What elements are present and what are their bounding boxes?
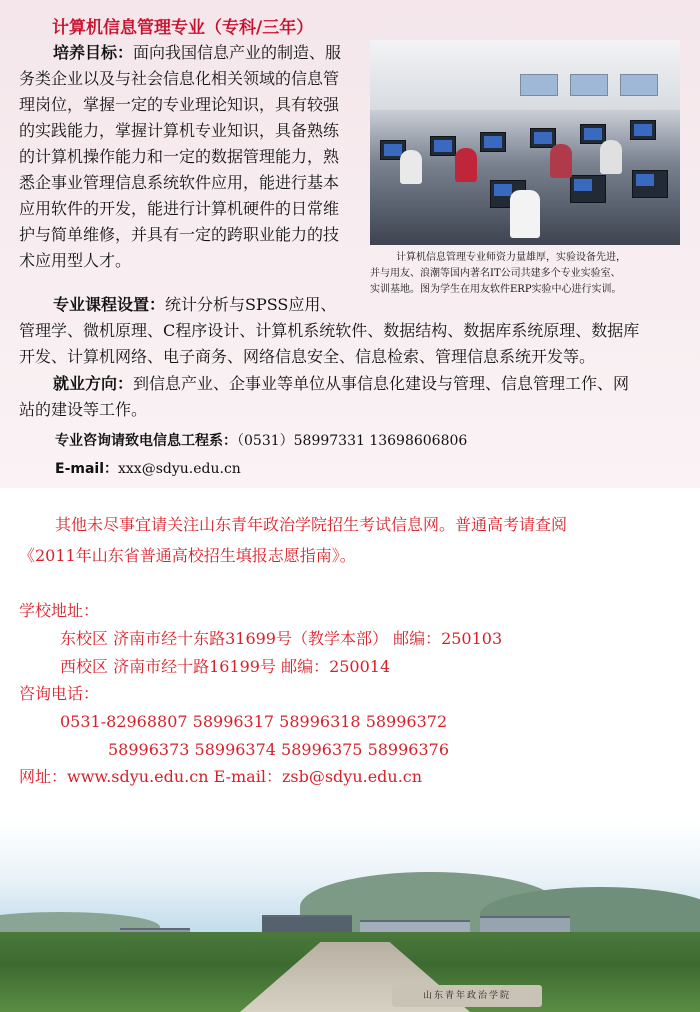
consult-line <box>55 430 467 450</box>
email-value[interactable]: xxx@sdyu.edu.cn <box>118 461 241 477</box>
courses-line-3: 开发、计算机网络、电子商务、网络信息安全、信息检索、管理信息系统开发等。 <box>19 347 596 366</box>
courses-paragraph <box>19 292 687 370</box>
notice-line-2: 《2011年山东省普通高校招生填报志愿指南》。 <box>19 546 356 565</box>
career-paragraph <box>19 371 687 423</box>
website-email-line[interactable]: 网址：www.sdyu.edu.cn E-mail：zsb@sdyu.edu.cn <box>19 767 423 786</box>
goal-line-5: 的计算机操作能力和一定的数据管理能力，熟 <box>19 147 340 166</box>
goal-line-1: 面向我国信息产业的制造、服 <box>133 43 342 62</box>
caption-line-2: 并与用友、浪潮等国内著名IT公司共建多个专业实验室、 <box>370 268 621 279</box>
east-campus-address: 东校区 济南市经十东路31699号（教学本部） 邮编：250103 <box>60 629 503 648</box>
photo-caption <box>370 250 688 298</box>
notice-line-1: 其他未尽事宜请关注山东青年政治学院招生考试信息网。普通高考请查阅 <box>55 515 568 534</box>
major-section <box>0 0 700 488</box>
campus-name-stone: 山东青年政治学院 <box>392 985 542 1007</box>
phone-label: 咨询电话： <box>19 684 100 703</box>
goal-line-3: 理岗位，掌握一定的专业理论知识，具有较强 <box>19 95 340 114</box>
computer-lab-photo <box>370 40 680 245</box>
training-goal-label: 培养目标： <box>53 43 134 62</box>
career-line-1: 到信息产业、企事业等单位从事信息化建设与管理、信息管理工作、网 <box>133 374 630 393</box>
career-line-2: 站的建设等工作。 <box>19 400 148 419</box>
caption-line-3: 实训基地。图为学生在用友软件ERP实验中心进行实训。 <box>370 284 622 295</box>
career-label: 就业方向： <box>53 374 134 393</box>
email-line <box>55 458 241 478</box>
west-campus-address: 西校区 济南市经十路16199号 邮编：250014 <box>60 657 391 676</box>
goal-line-7: 应用软件的开发，能进行计算机硬件的日常维 <box>19 199 340 218</box>
email-label: E-mail： <box>55 461 119 477</box>
consult-label: 专业咨询请致电信息工程系： <box>55 433 237 449</box>
major-title: 计算机信息管理专业（专科/三年） <box>52 18 314 38</box>
courses-label: 专业课程设置： <box>53 295 166 314</box>
phones-line-2: 58996373 58996374 58996375 58996376 <box>108 740 450 759</box>
goal-line-2: 务类企业以及与社会信息化相关领域的信息管 <box>19 69 340 88</box>
goal-line-6: 悉企事业管理信息系统软件应用，能进行基本 <box>19 173 340 192</box>
goal-line-4: 的实践能力，掌握计算机专业知识，具备熟练 <box>19 121 340 140</box>
training-goal-paragraph <box>19 40 359 274</box>
consult-phones: （0531）58997331 13698606806 <box>237 433 468 449</box>
phones-line-1: 0531-82968807 58996317 58996318 58996372 <box>60 712 448 731</box>
caption-line-1: 计算机信息管理专业师资力量雄厚，实验设备先进， <box>396 252 626 263</box>
campus-panorama-image <box>0 820 700 1012</box>
goal-line-8: 护与简单维修，并具有一定的跨职业能力的技 <box>19 225 340 244</box>
goal-line-9: 术应用型人才。 <box>19 251 132 270</box>
address-label: 学校地址： <box>19 601 100 620</box>
courses-line-2: 管理学、微机原理、C程序设计、计算机系统软件、数据结构、数据库系统原理、数据库 <box>19 321 640 340</box>
courses-line-1: 统计分析与SPSS应用、 <box>165 295 337 314</box>
